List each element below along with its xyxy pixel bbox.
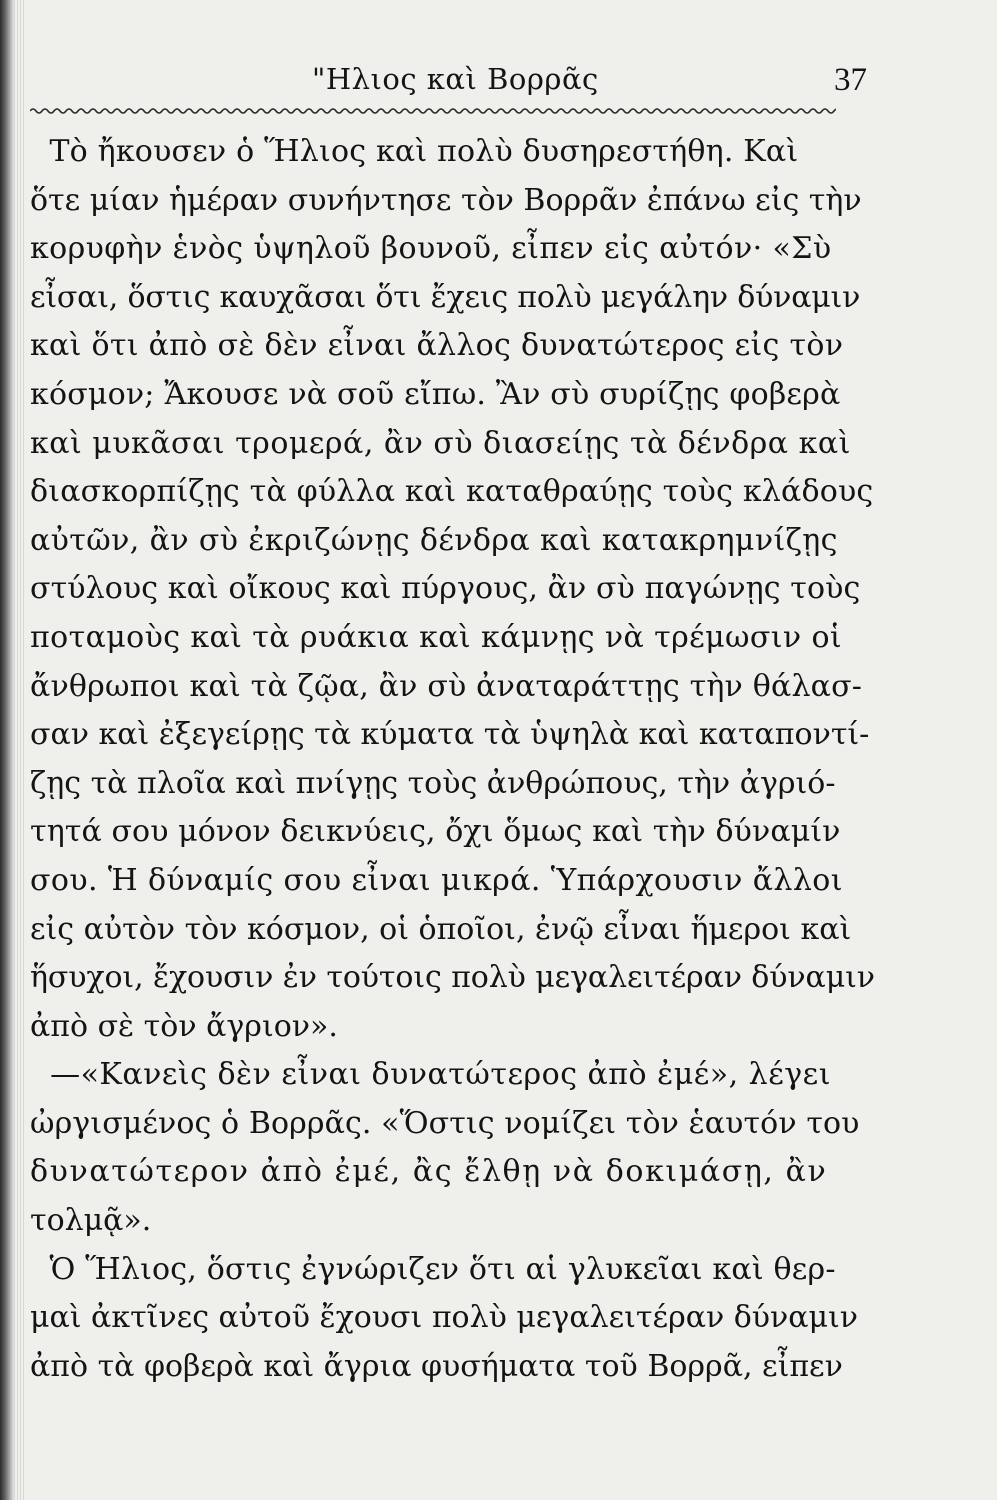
text-line: ὠργισμένος ὁ Βορρᾶς. «Ὅστις νομίζει τὸν ἑαυτόν του <box>30 1105 860 1141</box>
text-line: καὶ μυκᾶσαι τρομερά, ἂν σὺ διασείῃς τὰ δένδρα καὶ <box>30 425 851 461</box>
text-line: τητά σου μόνον δεικνύεις, ὄχι ὅμως καὶ τὴν δύναμίν <box>30 814 841 850</box>
text-line: σαν καὶ ἐξεγείρῃς τὰ κύματα τὰ ὑψηλὰ καὶ καταποντί- <box>30 717 870 753</box>
text-line: ἥσυχοι, ἔχουσιν ἐν τούτοις πολὺ μεγαλειτέραν δύναμιν <box>30 960 875 996</box>
text-line: εἶσαι, ὅστις καυχᾶσαι ὅτι ἔχεις πολὺ μεγάλην δύναμιν <box>30 279 861 315</box>
page-header <box>0 58 997 108</box>
text-line: μαὶ ἀκτῖνες αὐτοῦ ἔχουσι πολὺ μεγαλειτέραν δύναμιν <box>30 1300 859 1336</box>
text-line: ἀπὸ σὲ τὸν ἄγριον». <box>30 1008 338 1044</box>
page-number: 37 <box>834 62 867 98</box>
text-line: ἄνθρωποι καὶ τὰ ζῷα, ἂν σὺ ἀναταράττῃς τὴν θάλασ- <box>30 668 863 704</box>
text-line: ἀπὸ τὰ φοβερὰ καὶ ἄγρια φυσήματα τοῦ Βορρᾶ, εἶπεν <box>30 1348 843 1384</box>
text-line: αὐτῶν, ἂν σὺ ἐκριζώνῃς δένδρα καὶ κατακρημνίζῃς <box>30 522 838 558</box>
text-line: καὶ ὅτι ἀπὸ σὲ δὲν εἶναι ἄλλος δυνατώτερος εἰς τὸν <box>30 328 844 364</box>
book-binding-edge <box>0 0 14 1500</box>
text-line: Τὸ ἤκουσεν ὁ Ἥλιος καὶ πολὺ δυσηρεστήθη. Καὶ <box>30 134 799 169</box>
text-line: ζῃς τὰ πλοῖα καὶ πνίγῃς τοὺς ἀνθρώπους, τὴν ἀγριό- <box>30 765 836 801</box>
text-line: ποταμοὺς καὶ τὰ ρυάκια καὶ κάμνῃς νὰ τρέμωσιν οἱ <box>30 619 843 655</box>
text-line: Ὁ Ἥλιος, ὅστις ἐγνώριζεν ὅτι αἱ γλυκεῖαι καὶ θερ- <box>30 1251 836 1287</box>
text-line: σου. Ἡ δύναμίς σου εἶναι μικρά. Ὑπάρχουσιν ἄλλοι <box>30 862 843 898</box>
text-line: στύλους καὶ οἴκους καὶ πύργους, ἂν σὺ παγώνῃς τοὺς <box>30 571 861 607</box>
text-line: εἰς αὐτὸν τὸν κόσμον, οἱ ὁποῖοι, ἐνῷ εἶναι ἥμεροι καὶ <box>30 911 852 947</box>
text-line: —«Κανεὶς δὲν εἶναι δυνατώτερος ἀπὸ ἐμέ», λέγει <box>30 1057 831 1093</box>
running-title: "Ηλιος καὶ Βορρᾶς <box>312 62 599 96</box>
text-line: διασκορπίζῃς τὰ φύλλα καὶ καταθραύῃς τοὺς κλάδους <box>30 474 874 510</box>
text-line: κορυφὴν ἑνὸς ὑψηλοῦ βουνοῦ, εἶπεν εἰς αὐτόν· «Σὺ <box>30 231 832 267</box>
text-line: ὅτε μίαν ἡμέραν συνήντησε τὸν Βορρᾶν ἐπάνω εἰς τὴν <box>30 182 862 218</box>
text-line: τολμᾷ». <box>30 1203 152 1239</box>
page-edge-stack <box>14 0 24 1500</box>
text-line: κόσμον; Ἄκουσε νὰ σοῦ εἴπω. Ἂν σὺ συρίζῃς φοβερὰ <box>30 376 841 412</box>
body-text <box>30 128 876 1391</box>
text-line: δυνατώτερον ἀπὸ ἐμέ, ἂς ἔλθῃ νὰ δοκιμάσῃ, ἂν <box>30 1154 828 1190</box>
decorative-wavy-rule <box>30 104 836 118</box>
